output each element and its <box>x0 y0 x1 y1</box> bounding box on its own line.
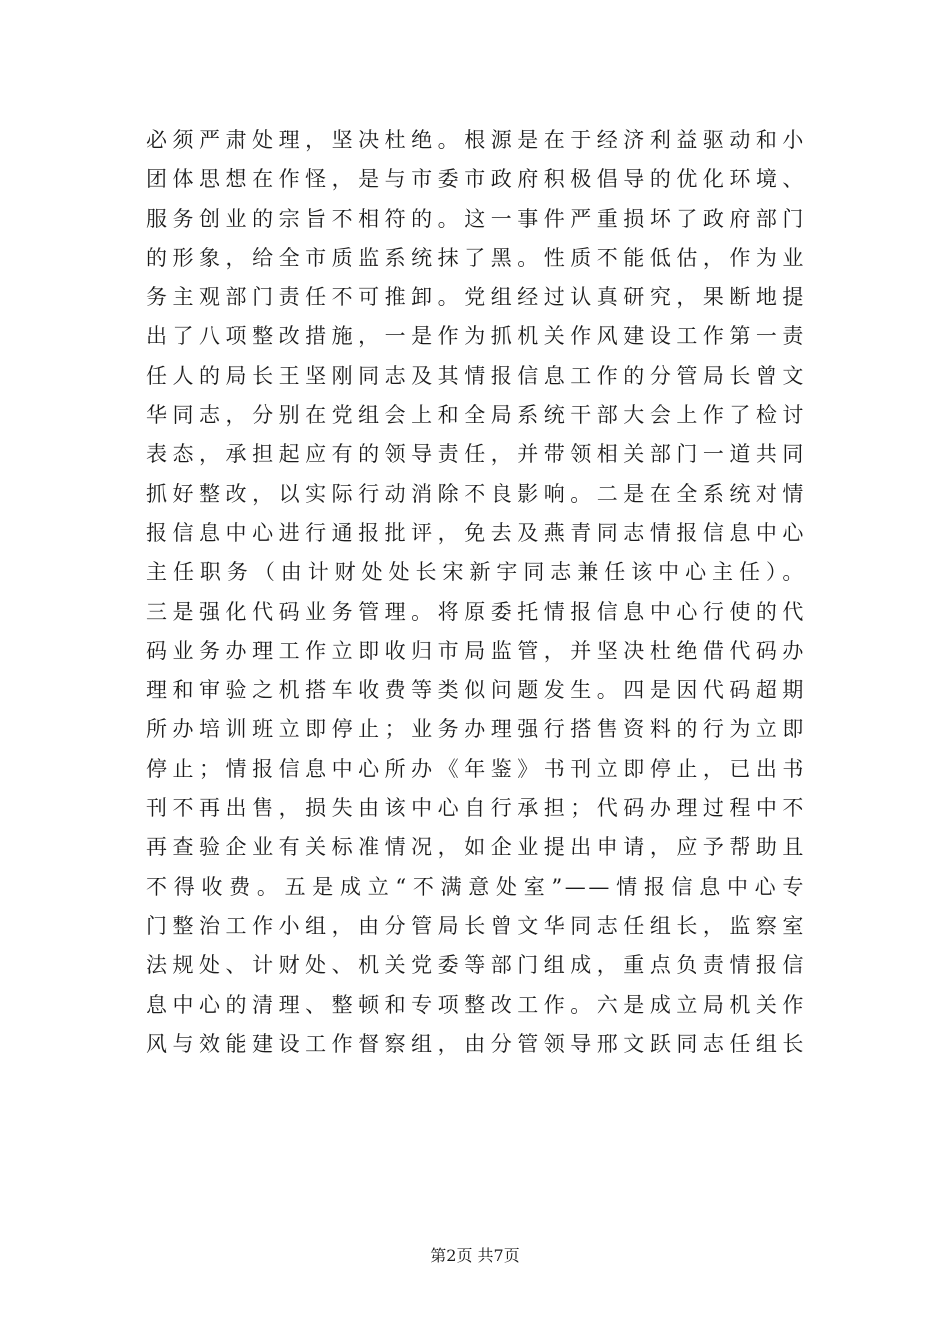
text-line: 所办培训班立即停止；业务办理强行搭售资料的行为立即 <box>146 717 806 742</box>
text-line: 主任职务（由计财处处长宋新宇同志兼任该中心主任）。 <box>146 560 806 585</box>
text-line: 风与效能建设工作督察组，由分管领导邢文跃同志任组长 <box>146 1031 806 1056</box>
text-line: 报信息中心进行通报批评，免去及燕青同志情报信息中心 <box>146 520 806 545</box>
text-line: 出了八项整改措施，一是作为抓机关作风建设工作第一责 <box>146 324 806 349</box>
text-line: 不得收费。五是成立“不满意处室”——情报信息中心专 <box>146 874 806 899</box>
text-line: 三是强化代码业务管理。将原委托情报信息中心行使的代 <box>146 599 806 624</box>
text-line: 团体思想在作怪，是与市委市政府积极倡导的优化环境、 <box>146 167 806 192</box>
text-line: 华同志，分别在党组会上和全局系统干部大会上作了检讨 <box>146 403 806 428</box>
body-text <box>146 121 806 1064</box>
text-line: 表态，承担起应有的领导责任，并带领相关部门一道共同 <box>146 442 806 467</box>
text-line: 再查验企业有关标准情况，如企业提出申请，应予帮助且 <box>146 835 806 860</box>
text-line: 任人的局长王坚刚同志及其情报信息工作的分管局长曾文 <box>146 363 806 388</box>
text-line: 务主观部门责任不可推卸。党组经过认真研究，果断地提 <box>146 285 806 310</box>
text-line: 理和审验之机搭车收费等类似问题发生。四是因代码超期 <box>146 678 806 703</box>
text-line: 停止；情报信息中心所办《年鉴》书刊立即停止，已出书 <box>146 756 806 781</box>
text-line: 码业务办理工作立即收归市局监管，并坚决杜绝借代码办 <box>146 638 806 663</box>
text-line: 门整治工作小组，由分管局长曾文华同志任组长，监察室 <box>146 913 806 938</box>
text-line: 法规处、计财处、机关党委等部门组成，重点负责情报信 <box>146 953 806 978</box>
text-line: 刊不再出售，损失由该中心自行承担；代码办理过程中不 <box>146 796 806 821</box>
text-line: 息中心的清理、整顿和专项整改工作。六是成立局机关作 <box>146 992 806 1017</box>
text-line: 抓好整改，以实际行动消除不良影响。二是在全系统对情 <box>146 481 806 506</box>
text-line: 的形象，给全市质监系统抹了黑。性质不能低估，作为业 <box>146 245 806 270</box>
text-line: 必须严肃处理，坚决杜绝。根源是在于经济利益驱动和小 <box>146 128 806 152</box>
page-footer: 第2页 共7页 <box>430 1246 520 1265</box>
text-line: 服务创业的宗旨不相符的。这一事件严重损坏了政府部门 <box>146 206 806 231</box>
